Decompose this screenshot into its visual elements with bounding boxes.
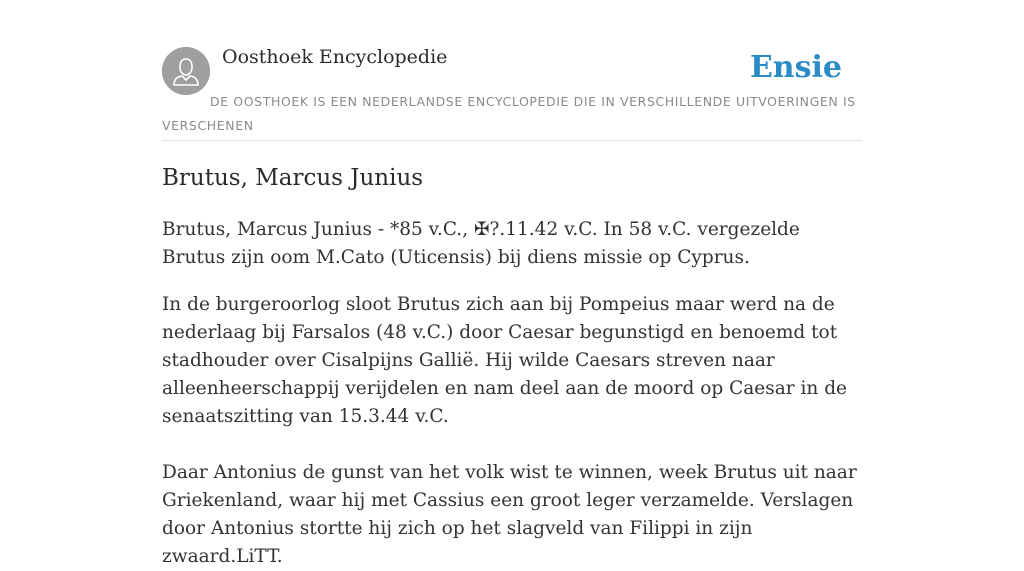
site-name[interactable]: Oosthoek Encyclopedie — [222, 46, 448, 68]
article-paragraph: Daar Antonius de gunst van het volk wist te winnen, week Brutus uit naar Griekenland, waar hij met Cassius een groot leger verzamelde. Verslagen door Antonius stortte hij zich op het slagveld van Filippi in zijn zwaard.LiTT. — [162, 462, 857, 567]
article — [162, 160, 862, 571]
article-title: Brutus, Marcus Junius — [162, 165, 424, 191]
site-header — [162, 44, 862, 141]
site-tagline: DE OOSTHOEK IS EEN NEDERLANDSE ENCYCLOPEDIE DIE IN VERSCHILLENDE UITVOERINGEN IS VERSCHENEN — [162, 94, 856, 133]
article-paragraph: In de burgeroorlog sloot Brutus zich aan bij Pompeius maar werd na de nederlaag bij Farsalos (48 v.C.) door Caesar begunstigd en benoemd tot stadhouder over Cisalpijns Gallië. Hij wilde Caesars streven naar alleenheerschappij verijdelen en nam deel aan de moord op Caesar in de senaatszitting van 15.3.44 v.C. — [162, 294, 847, 427]
article-paragraph: Brutus, Marcus Junius - *85 v.C., ✠?.11.42 v.C. In 58 v.C. vergezelde Brutus zijn oom M.Cato (Uticensis) bij diens missie op Cyprus. — [162, 219, 800, 268]
brand-logo[interactable]: Ensie — [749, 50, 842, 85]
user-icon[interactable] — [162, 47, 210, 95]
